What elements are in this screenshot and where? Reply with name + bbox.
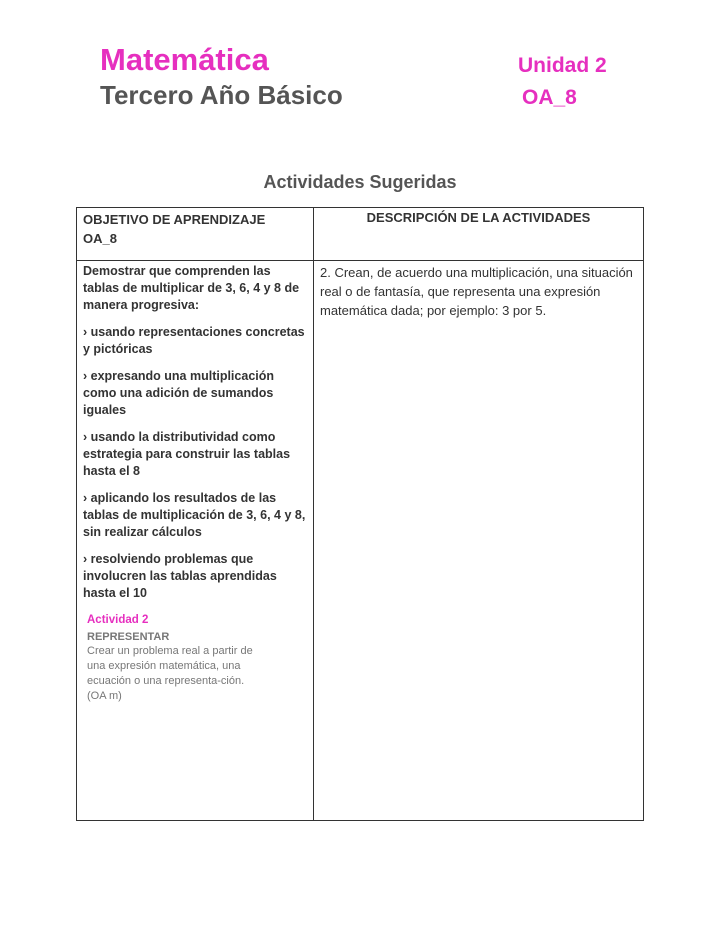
objective-column-header [77,208,314,261]
description-column-header: DESCRIPCIÓN DE LA ACTIVIDADES [314,208,644,261]
objective-code-label: OA_8 [522,86,577,109]
objective-header-line2: OA_8 [83,231,117,246]
activity-description: Crear un problema real a partir de una expresión matemática, una ecuación o una representa-ción. (OA m) [87,645,253,702]
subject-title: Matemática [100,42,269,77]
table-header-row [77,208,644,261]
table-body-row [77,261,644,821]
grade-title: Tercero Año Básico [100,80,343,110]
objective-item: › resolviendo problemas que involucren las tablas aprendidas hasta el 10 [83,552,277,600]
objective-intro: Demostrar que comprenden las tablas de multiplicar de 3, 6, 4 y 8 de manera progresiva: [83,264,300,312]
objective-cell [77,261,314,821]
activities-table [76,207,644,821]
activity-box [83,614,307,704]
activity-label: Actividad 2 [87,614,149,626]
objective-header-line1: OBJETIVO DE APRENDIZAJE [83,212,266,227]
objective-item: › usando la distributividad como estrategia para construir las tablas hasta el 8 [83,430,291,478]
objective-item: › expresando una multiplicación como una adición de sumandos iguales [83,369,275,417]
activity-type: REPRESENTAR [87,631,170,643]
description-cell [314,261,644,821]
objective-item: › usando representaciones concretas y pictóricas [83,325,305,356]
unit-label: Unidad 2 [518,54,607,77]
objective-item: › aplicando los resultados de las tablas de multiplicación de 3, 6, 4 y 8, sin realizar cálculos [83,491,306,539]
activity-description-text: 2. Crean, de acuerdo una multiplicación, una situación real o de fantasía, que representa una expresión matemática dada; por ejemplo: 3 por 5. [320,265,633,318]
section-title: Actividades Sugeridas [263,172,457,192]
